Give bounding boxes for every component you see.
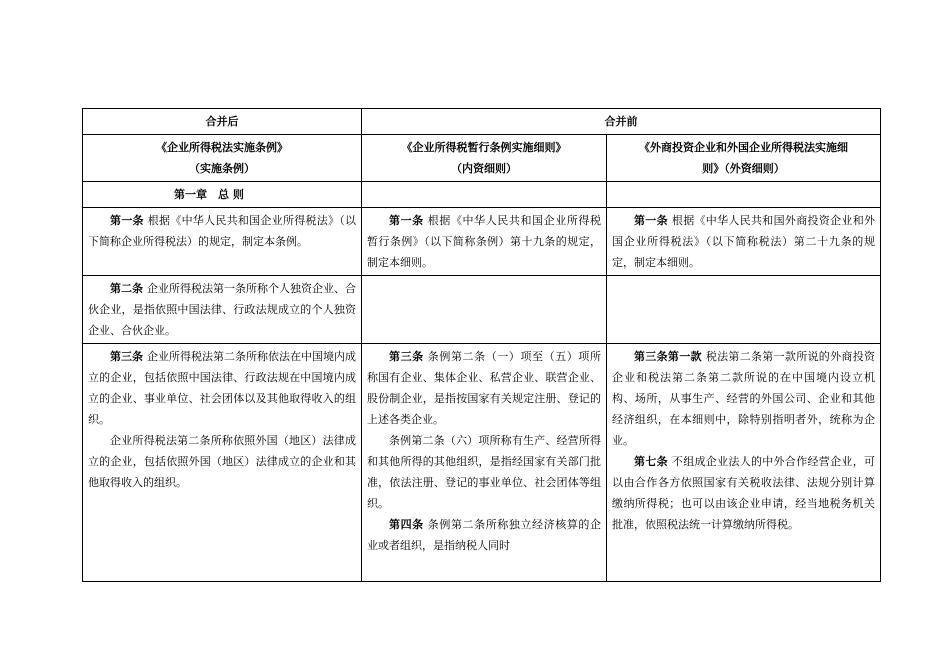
chapter-title-text: 第一章 总 则 xyxy=(174,188,244,201)
article-number: 第七条 xyxy=(634,455,668,468)
article-paragraph xyxy=(367,430,601,514)
article-text: 企业所得税法第二条所称依法在中国境内成立的企业，包括依照中国法律、行政法规在中国境内成立的企业、事业单位、社会团体以及其他取得收入的组织。 xyxy=(88,350,356,426)
row2-empty-col2 xyxy=(362,276,607,344)
title-col1-line1: 《企业所得税法实施条例》 xyxy=(156,141,288,154)
article-number: 第一条 xyxy=(389,214,424,227)
article-paragraph xyxy=(367,514,601,556)
article-number: 第四条 xyxy=(389,518,424,531)
article-row-1 xyxy=(83,208,881,276)
article-text: 不组成企业法人的中外合作经营企业，可以由合作各方依照国家有关税收法律、法规分别计算缴纳所得税；也可以由该企业申请，经当地税务机关批准，依照税法统一计算缴纳所得税。 xyxy=(612,455,875,531)
title-col2-line1: 《企业所得税暂行条例实施细则》 xyxy=(401,141,567,154)
chapter-row xyxy=(83,182,881,208)
row3-col1 xyxy=(83,344,362,582)
article-paragraph xyxy=(612,346,875,451)
article-text: 企业所得税法第二条所称依照外国（地区）法律成立的企业，包括依照外国（地区）法律成立的企业和其他取得收入的组织。 xyxy=(88,434,356,489)
header-after: 合并后 xyxy=(83,109,362,135)
article-number: 第一条 xyxy=(634,214,668,227)
article-paragraph xyxy=(88,430,356,493)
row1-col3 xyxy=(607,208,881,276)
title-col2 xyxy=(362,135,607,182)
title-col1 xyxy=(83,135,362,182)
article-paragraph xyxy=(612,451,875,535)
article-row-3 xyxy=(83,344,881,582)
comparison-table xyxy=(82,108,881,582)
row2-empty-col3 xyxy=(607,276,881,344)
article-paragraph xyxy=(367,210,601,273)
article-number: 第三条第一款 xyxy=(634,350,702,363)
row2-col1 xyxy=(83,276,362,344)
title-row xyxy=(83,135,881,182)
title-col3-line2: 则》（外资细则） xyxy=(702,162,785,175)
article-paragraph xyxy=(367,346,601,430)
row1-col2 xyxy=(362,208,607,276)
row3-col2-content xyxy=(367,346,601,579)
title-col3 xyxy=(607,135,881,182)
title-col1-line2: （实施条例） xyxy=(189,162,255,175)
chapter-title xyxy=(83,182,362,208)
row3-col3-content xyxy=(612,346,875,579)
title-col2-line2: （内资细则） xyxy=(451,162,517,175)
article-text: 根据《中华人民共和国企业所得税法》（以下简称企业所得税法）的规定，制定本条例。 xyxy=(88,214,357,248)
article-row-2 xyxy=(83,276,881,344)
article-number: 第二条 xyxy=(110,282,143,295)
article-paragraph xyxy=(88,346,356,430)
article-number: 第三条 xyxy=(389,350,424,363)
article-text: 条例第二条所称独立经济核算的企业或者组织，是指纳税人同时 xyxy=(367,518,601,552)
title-col3-line1: 《外商投资企业和外国企业所得税法实施细 xyxy=(639,141,848,154)
row1-col1 xyxy=(83,208,362,276)
article-text: 条例第二条（六）项所称有生产、经营所得和其他所得的其他组织，是指经国家有关部门批准，依法注册、登记的事业单位、社会团体等组织。 xyxy=(367,434,601,510)
article-text: 根据《中华人民共和国企业所得税暂行条例》（以下简称条例）第十九条的规定，制定本细则。 xyxy=(367,214,601,269)
article-paragraph xyxy=(88,278,356,341)
row3-col2 xyxy=(362,344,607,582)
row3-col1-content xyxy=(88,346,356,579)
article-paragraph xyxy=(88,210,356,252)
article-paragraph xyxy=(612,210,875,273)
row3-col3 xyxy=(607,344,881,582)
article-number: 第一条 xyxy=(110,214,144,227)
header-row xyxy=(83,109,881,135)
chapter-empty-col2 xyxy=(362,182,607,208)
chapter-empty-col3 xyxy=(607,182,881,208)
article-text: 根据《中华人民共和国外商投资企业和外国企业所得税法》（以下简称税法）第二十九条的规定，制定本细则。 xyxy=(612,214,876,269)
article-number: 第三条 xyxy=(110,350,143,363)
article-text: 企业所得税法第一条所称个人独资企业、合伙企业，是指依照中国法律、行政法规成立的个人独资企业、合伙企业。 xyxy=(88,282,356,337)
article-text: 条例第二条（一）项至（五）项所称国有企业、集体企业、私营企业、联营企业、股份制企业，是指按国家有关规定注册、登记的上述各类企业。 xyxy=(367,350,601,426)
header-before: 合并前 xyxy=(362,109,881,135)
article-text: 税法第二条第一款所说的外商投资企业和税法第二条第二款所说的在中国境内设立机构、场所，从事生产、经营的外国公司、企业和其他经济组织，在本细则中，除特别指明者外，统称为企业。 xyxy=(612,350,875,447)
